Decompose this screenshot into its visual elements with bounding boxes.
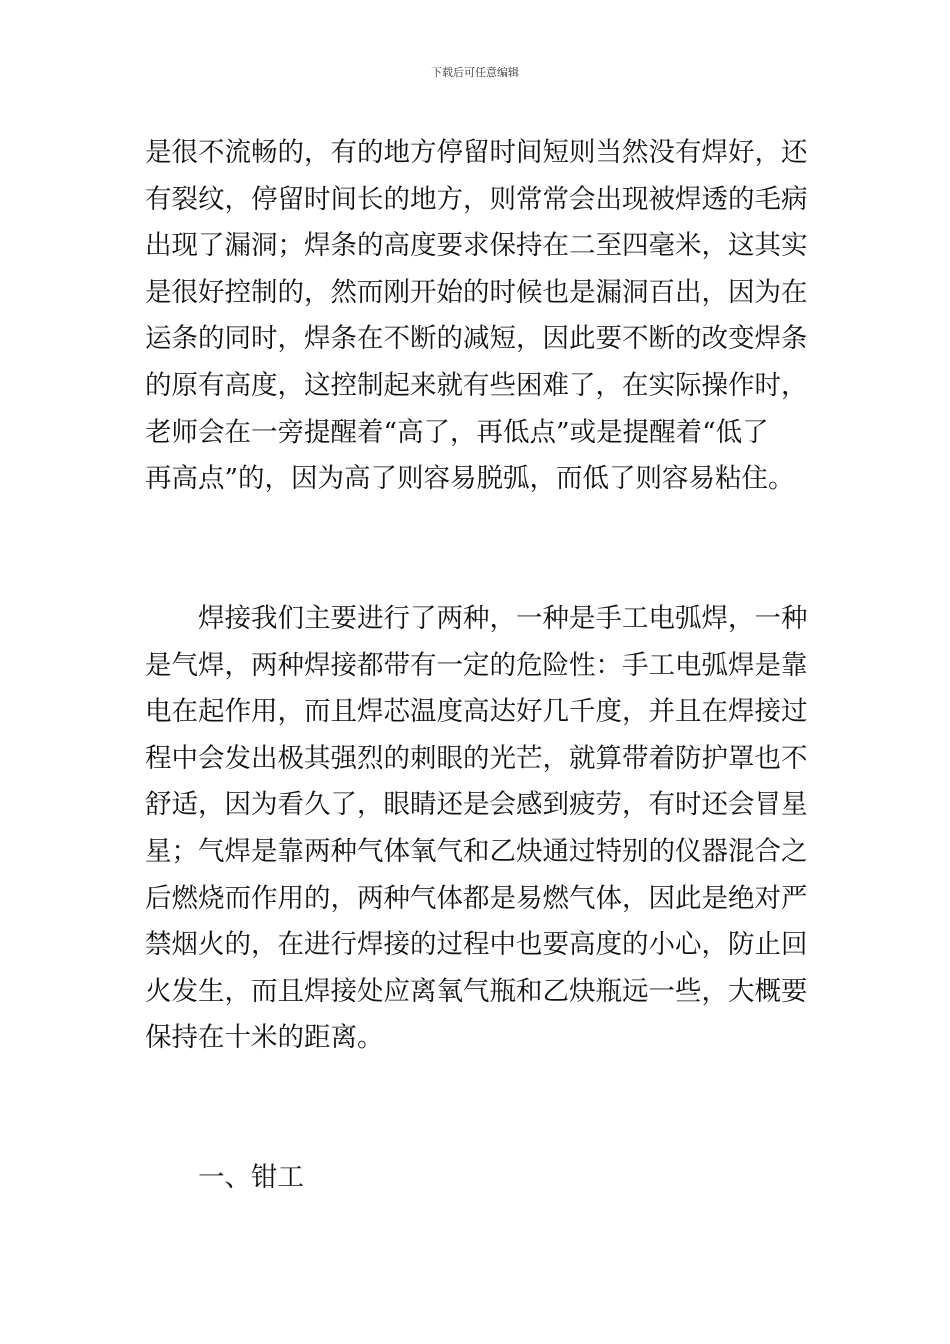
text-line: 禁烟火的，在进行焊接的过程中也要高度的小心，防止回 xyxy=(145,929,808,961)
text-line: 再高点”的，因为高了则容易脱弧，而低了则容易粘住。 xyxy=(145,463,795,495)
text-line: 后燃烧而作用的，两种气体都是易燃气体，因此是绝对严 xyxy=(145,882,808,914)
paragraph-spacer xyxy=(145,503,807,550)
text-line: 舒适，因为看久了，眼睛还是会感到疲劳，有时还会冒星 xyxy=(145,789,808,821)
paragraph-spacer xyxy=(145,1062,807,1109)
section-heading: 一、钳工 xyxy=(198,1162,304,1194)
text-line: 焊接我们主要进行了两种，一种是手工电弧焊，一种 xyxy=(198,602,808,634)
paragraph-welding-control xyxy=(145,130,807,503)
text-line: 是气焊，两种焊接都带有一定的危险性：手工电弧焊是靠 xyxy=(145,649,808,681)
text-line: 的原有高度，这控制起来就有些困难了，在实际操作时， xyxy=(145,369,808,401)
text-line: 火发生，而且焊接处应离氧气瓶和乙炔瓶远一些，大概要 xyxy=(145,975,808,1007)
text-line: 程中会发出极其强烈的刺眼的光芒，就算带着防护罩也不 xyxy=(145,742,808,774)
text-line: 电在起作用，而且焊芯温度高达好几千度，并且在焊接过 xyxy=(145,696,808,728)
document-body xyxy=(145,130,807,1202)
paragraph-spacer xyxy=(145,1108,807,1155)
text-line: 老师会在一旁提醒着“高了，再低点”或是提醒着“低了 xyxy=(145,416,769,448)
text-line: 是很不流畅的，有的地方停留时间短则当然没有焊好，还 xyxy=(145,137,808,168)
paragraph-spacer xyxy=(145,549,807,596)
text-line: 运条的同时，焊条在不断的减短，因此要不断的改变焊条 xyxy=(145,323,808,355)
text-line: 有裂纹，停留时间长的地方，则常常会出现被焊透的毛病 xyxy=(145,183,808,215)
text-line: 保持在十米的距离。 xyxy=(145,1022,384,1054)
paragraph-welding-types xyxy=(145,596,807,1062)
text-line: 是很好控制的，然而刚开始的时候也是漏洞百出，因为在 xyxy=(145,276,808,308)
text-line: 星；气焊是靠两种气体氧气和乙炔通过特别的仪器混合之 xyxy=(145,835,808,867)
page-header: 下载后可任意编辑 xyxy=(431,66,519,79)
text-line: 出现了漏洞；焊条的高度要求保持在二至四毫米，这其实 xyxy=(145,230,808,262)
